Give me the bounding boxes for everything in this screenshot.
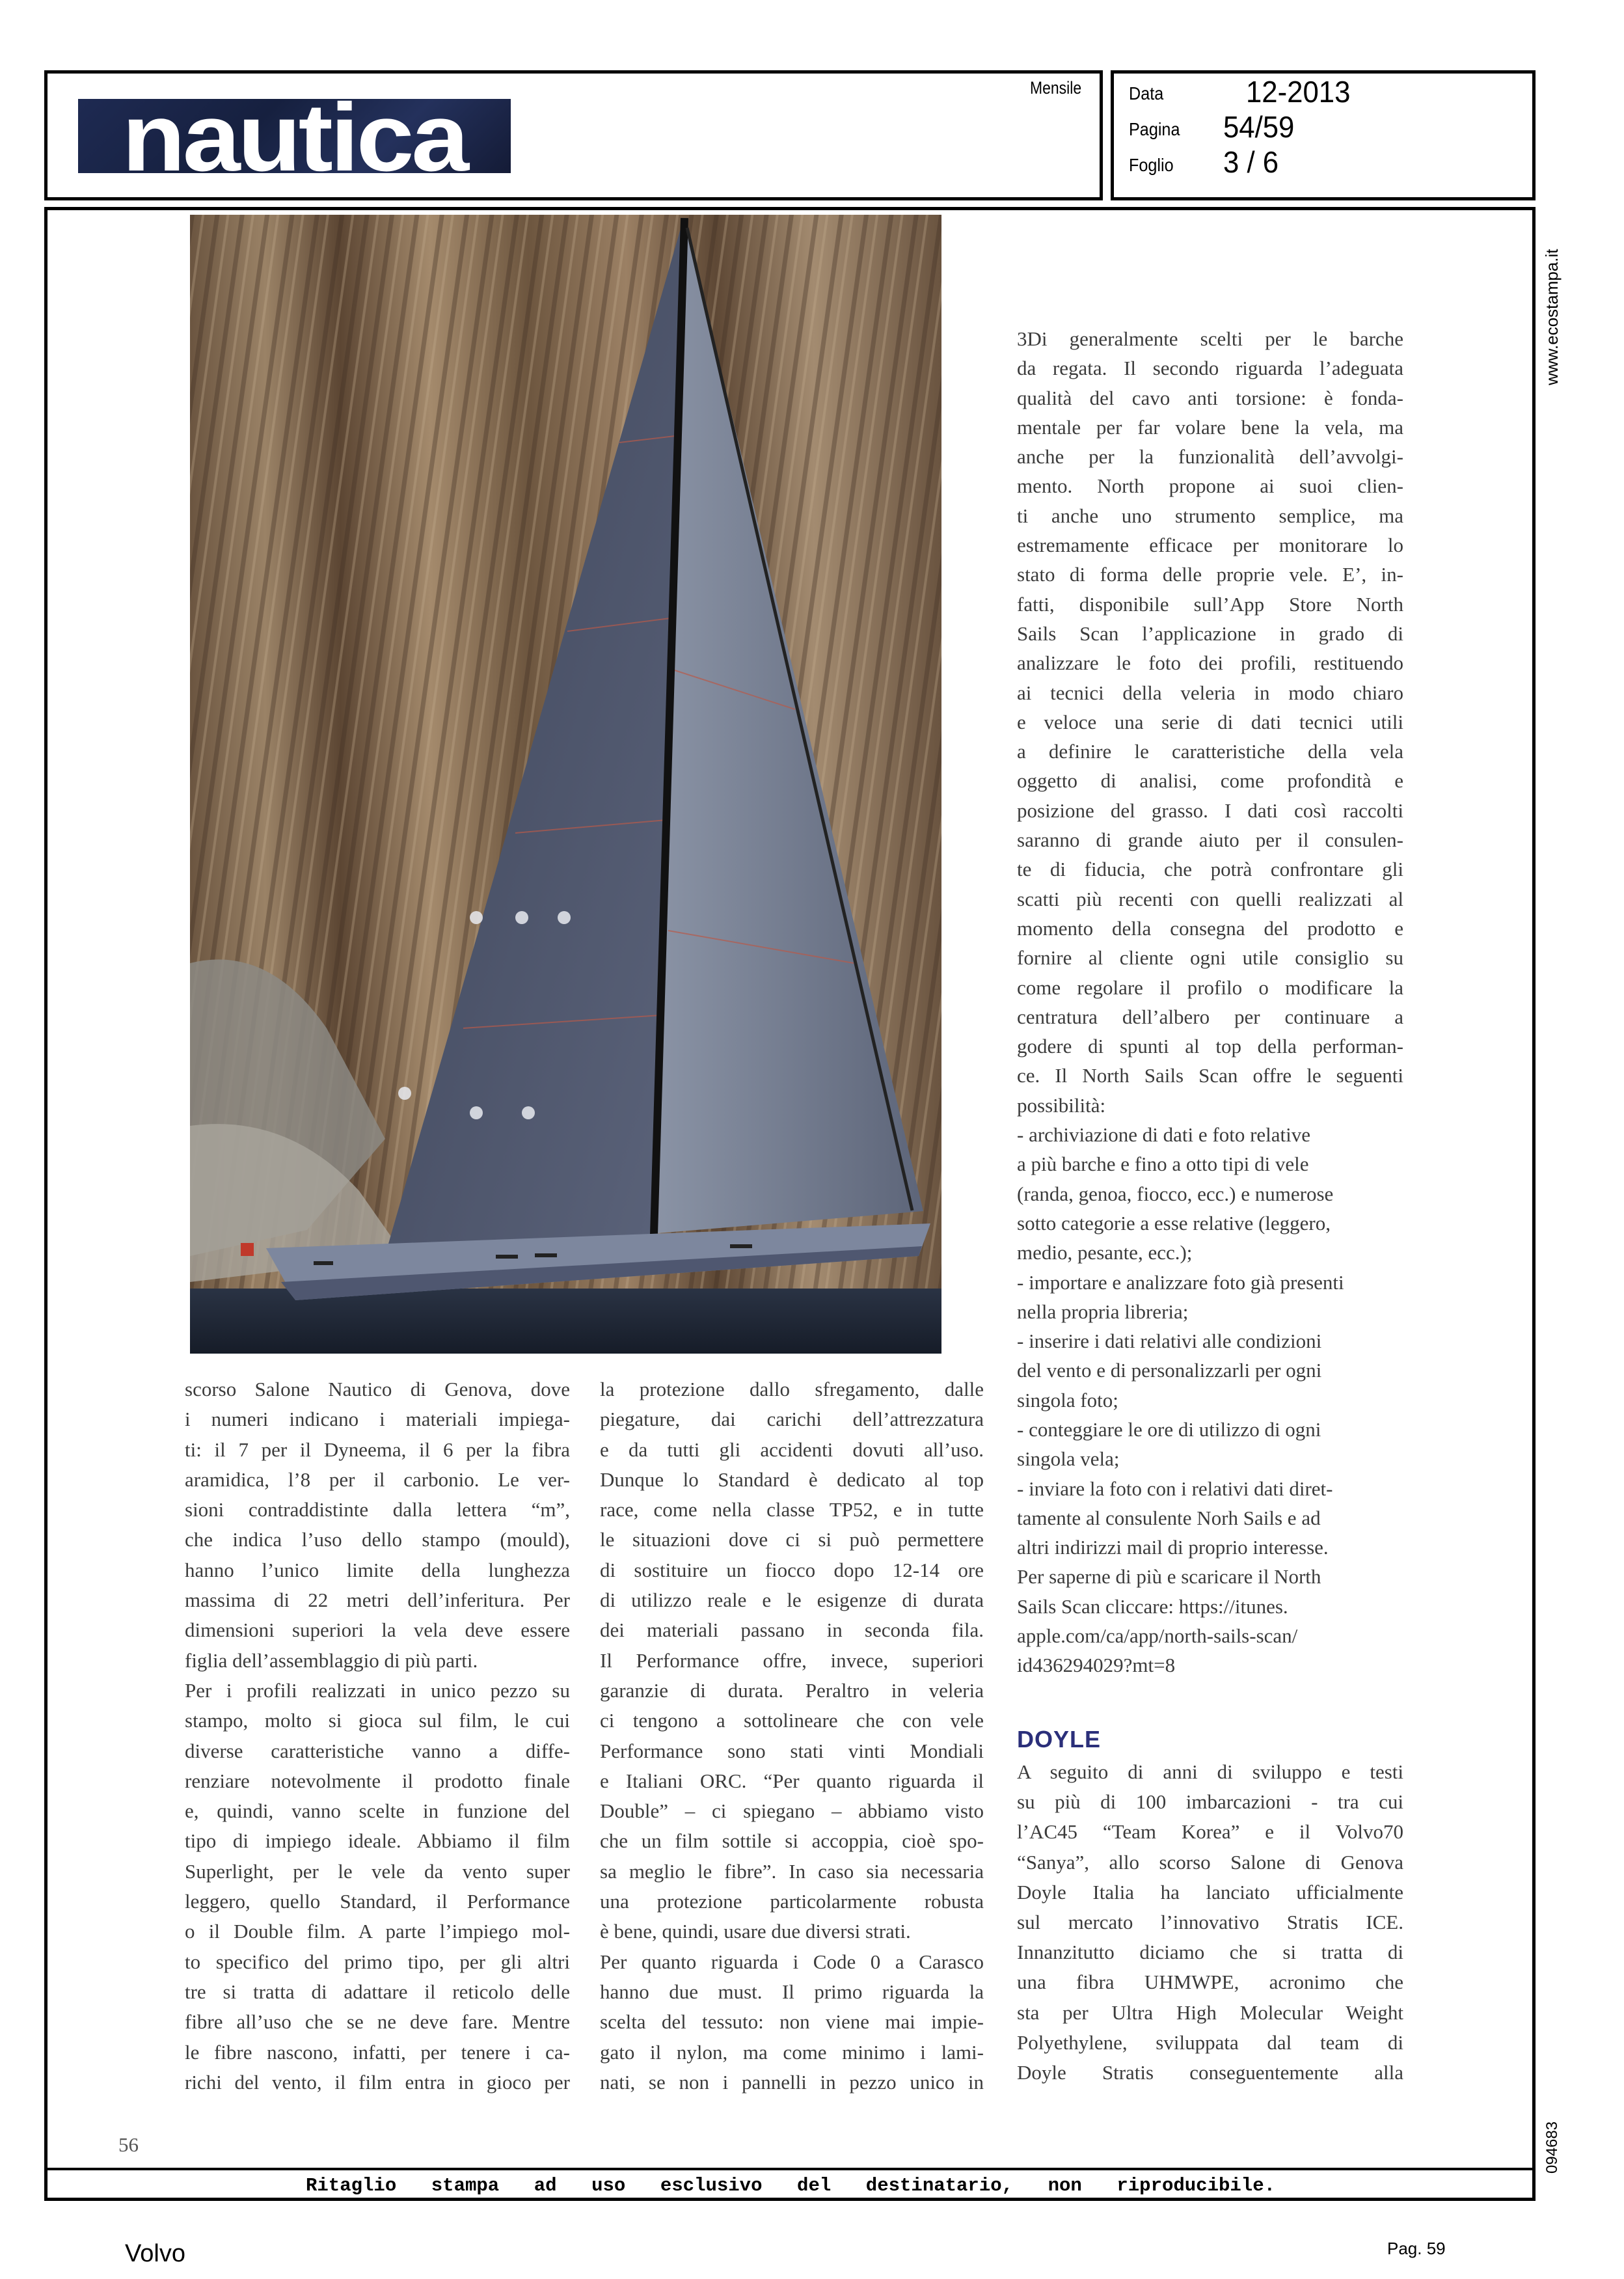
text-line: renziare notevolmente il prodotto finale: [185, 1769, 570, 1792]
magazine-page-number: 56: [118, 2133, 139, 2156]
text-line: Double” – ci spiegano – abbiamo visto: [600, 1799, 984, 1823]
text-line: una protezione particolarmente robusta: [600, 1890, 984, 1913]
text-line: godere di spunti al top della performan-: [1017, 1035, 1403, 1058]
nautica-logo: [78, 99, 511, 173]
sheet-value: 3 / 6: [1223, 145, 1279, 179]
text-line: centratura dell’albero per continuare a: [1017, 1005, 1403, 1028]
text-line: te di fiducia, che potrà confrontare gli: [1017, 858, 1403, 881]
text-line: del vento e di personalizzarli per ogni: [1017, 1359, 1322, 1382]
clipping-code: 094683: [1543, 2121, 1561, 2174]
text-line: ci tengono a sottolineare che con vele: [600, 1709, 984, 1732]
text-line: 3Di generalmente scelti per le barche: [1017, 327, 1403, 350]
text-line: e da tutti gli accidenti dovuti all’uso.: [600, 1438, 984, 1461]
text-line: race, come nella classe TP52, e in tutte: [600, 1498, 984, 1522]
press-page-number: Pag. 59: [1387, 2239, 1446, 2258]
article-column-right: [1017, 324, 1403, 1680]
text-line: Il Performance offre, invece, superiori: [600, 1648, 984, 1672]
text-line: - conteggiare le ore di utilizzo di ogni: [1017, 1417, 1321, 1441]
text-line: Per quanto riguarda i Code 0 a Carasco: [600, 1950, 984, 1973]
text-line: mentale per far volare bene la vela, ma: [1017, 415, 1403, 439]
text-line: massima di 22 metri dell’inferitura. Per: [185, 1589, 570, 1612]
clipping-disclaimer: Ritaglio stampa ad uso esclusivo del destinatario, non riproducibile.: [306, 2175, 1275, 2196]
text-line: stampo, molto si gioca sul film, le cui: [185, 1709, 570, 1732]
text-line: i numeri indicano i materiali impiega-: [185, 1408, 570, 1431]
text-line: tamente al consulente Norh Sails e ad: [1017, 1506, 1321, 1529]
text-line: momento della consegna del prodotto e: [1017, 916, 1403, 940]
text-line: hanno due must. Il primo riguarda la: [600, 1980, 984, 2003]
text-line: leggero, quello Standard, il Performance: [185, 1890, 570, 1913]
footer-divider: [44, 2168, 1536, 2170]
text-line: to specifico del primo tipo, per gli altri: [185, 1950, 570, 1973]
text-line: - importare e analizzare foto già presenti: [1017, 1270, 1344, 1294]
text-line: garanzie di durata. Peraltro in veleria: [600, 1678, 984, 1702]
text-line: A seguito di anni di sviluppo e testi: [1017, 1760, 1403, 1783]
text-line: piegature, dai carichi dell’attrezzatura: [600, 1408, 984, 1431]
text-line: diverse caratteristiche vanno a diffe-: [185, 1739, 570, 1762]
text-line: Sails Scan l’applicazione in grado di: [1017, 621, 1403, 645]
text-line: sa meglio le fibre”. In caso sia necessaria: [600, 1859, 984, 1883]
text-line: ti anche uno strumento semplice, ma: [1017, 504, 1403, 527]
text-line: gato il nylon, ma come minimo i lami-: [600, 2040, 984, 2064]
text-line: medio, pesante, ecc.);: [1017, 1241, 1193, 1264]
text-line: sioni contraddistinte dalla lettera “m”,: [185, 1498, 570, 1522]
text-line: qualità del cavo anti torsione: è fonda-: [1017, 386, 1403, 409]
text-line: mento. North propone ai suoi clien-: [1017, 474, 1403, 498]
text-line: è bene, quindi, usare due diversi strati.: [600, 1920, 911, 1943]
text-line: Doyle Italia ha lanciato ufficialmente: [1017, 1880, 1403, 1904]
text-line: ai tecnici della veleria in modo chiaro: [1017, 681, 1403, 704]
text-line: come regolare il profilo o modificare la: [1017, 976, 1403, 999]
text-line: fatti, disponibile sull’App Store North: [1017, 592, 1403, 616]
text-line: nella propria libreria;: [1017, 1300, 1189, 1323]
text-line: Innanzitutto diciamo che si tratta di: [1017, 1941, 1403, 1964]
logo-text: nautica: [122, 99, 467, 173]
text-line: su più di 100 imbarcazioni - tra cui: [1017, 1790, 1403, 1814]
text-line: hanno l’unico limite della lunghezza: [185, 1558, 570, 1581]
text-line: stato di forma delle proprie vele. E’, in-: [1017, 563, 1403, 586]
sheet-label: Foglio: [1129, 155, 1174, 175]
text-line: l’AC45 “Team Korea” e il Volvo70: [1017, 1820, 1403, 1844]
text-line: dimensioni superiori la vela deve essere: [185, 1618, 570, 1642]
text-line: figlia dell’assemblaggio di più parti.: [185, 1648, 478, 1672]
text-line: Superlight, per le vele da vento super: [185, 1859, 570, 1883]
text-line: - inserire i dati relativi alle condizioni: [1017, 1330, 1322, 1353]
text-line: tipo di impiego ideale. Abbiamo il film: [185, 1829, 570, 1853]
text-line: richi del vento, il film entra in gioco per: [185, 2070, 570, 2094]
text-line: analizzare le foto dei profili, restituendo: [1017, 651, 1403, 675]
text-line: che un film sottile si accoppia, cioè spo-: [600, 1829, 984, 1853]
text-line: estremamente efficace per monitorare lo: [1017, 534, 1403, 557]
frequency-label: Mensile: [1030, 78, 1082, 98]
text-line: di sostituire un fiocco dopo 12-14 ore: [600, 1558, 984, 1581]
article-column-doyle: [1017, 1757, 1403, 2088]
text-line: che indica l’uso dello stampo (mould),: [185, 1528, 570, 1551]
text-line: tre si tratta di adattare il reticolo delle: [185, 1980, 570, 2003]
page-value: 54/59: [1223, 110, 1295, 144]
text-line: sta per Ultra High Molecular Weight: [1017, 2000, 1403, 2024]
text-line: Dunque lo Standard è dedicato al top: [600, 1467, 984, 1491]
text-line: aramidica, l’8 per il carbonio. Le ver-: [185, 1467, 570, 1491]
text-line: “Sanya”, allo scorso Salone di Genova: [1017, 1850, 1403, 1874]
text-line: altri indirizzi mail di proprio interesse.: [1017, 1536, 1329, 1559]
text-line: a definire le caratteristiche della vela: [1017, 740, 1403, 763]
text-line: e veloce una serie di dati tecnici utili: [1017, 710, 1403, 733]
text-line: singola foto;: [1017, 1388, 1118, 1412]
text-line: e Italiani ORC. “Per quanto riguarda il: [600, 1769, 984, 1792]
text-line: posizione del grasso. I dati così raccolti: [1017, 798, 1403, 822]
text-line: possibilità:: [1017, 1093, 1106, 1117]
text-line: Doyle Stratis conseguentemente alla: [1017, 2060, 1403, 2084]
text-line: scelta del tessuto: non viene mai impie-: [600, 2010, 984, 2034]
text-line: ce. Il North Sails Scan offre le seguenti: [1017, 1064, 1403, 1087]
text-line: oggetto di analisi, come profondità e: [1017, 769, 1403, 793]
text-line: le situazioni dove ci si può permettere: [600, 1528, 984, 1551]
text-line: id436294029?mt=8: [1017, 1654, 1176, 1677]
text-line: sul mercato l’innovativo Stratis ICE.: [1017, 1910, 1403, 1933]
text-line: singola vela;: [1017, 1447, 1120, 1471]
website-vertical-text: www.ecostampa.it: [1542, 249, 1562, 385]
text-line: saranno di grande aiuto per il consulen-: [1017, 828, 1403, 852]
text-line: ti: il 7 per il Dyneema, il 6 per la fibra: [185, 1438, 570, 1461]
text-line: di utilizzo reale e le esigenze di durata: [600, 1589, 984, 1612]
text-line: dei materiali passano in seconda fila.: [600, 1618, 984, 1642]
text-line: le fibre nascono, infatti, per tenere i ca-: [185, 2040, 570, 2064]
text-line: a più barche e fino a otto tipi di vele: [1017, 1153, 1309, 1176]
text-line: nati, se non i pannelli in pezzo unico in: [600, 2070, 984, 2094]
text-line: da regata. Il secondo riguarda l’adeguata: [1017, 357, 1403, 380]
text-line: apple.com/ca/app/north-sails-scan/: [1017, 1624, 1298, 1648]
date-value: 12-2013: [1246, 75, 1351, 109]
text-line: fibre all’uso che se ne deve fare. Mentre: [185, 2010, 570, 2034]
page-label: Pagina: [1129, 119, 1180, 139]
text-line: - inviare la foto con i relativi dati diret-: [1017, 1477, 1333, 1500]
text-line: la protezione dallo sfregamento, dalle: [600, 1378, 984, 1400]
sailboat-photo: [190, 215, 941, 1354]
text-line: Polyethylene, sviluppata dal team di: [1017, 2030, 1403, 2054]
text-line: sotto categorie a esse relative (leggero,: [1017, 1211, 1331, 1235]
text-line: Performance sono stati vinti Mondiali: [600, 1739, 984, 1762]
text-line: Per i profili realizzati in unico pezzo su: [185, 1678, 570, 1702]
text-line: (randa, genoa, fiocco, ecc.) e numerose: [1017, 1182, 1334, 1205]
text-line: Per saperne di più e scaricare il North: [1017, 1565, 1321, 1589]
date-label: Data: [1129, 83, 1164, 103]
text-line: una fibra UHMWPE, acronimo che: [1017, 1971, 1403, 1994]
text-line: - archiviazione di dati e foto relative: [1017, 1123, 1311, 1147]
client-name: Volvo: [125, 2240, 185, 2267]
text-line: scorso Salone Nautico di Genova, dove: [185, 1378, 570, 1400]
text-line: o il Double film. A parte l’impiego mol-: [185, 1920, 570, 1943]
text-line: scatti più recenti con quelli realizzati al: [1017, 887, 1403, 910]
section-heading-doyle: DOYLE: [1017, 1726, 1102, 1753]
article-column-left: [185, 1374, 570, 2097]
text-line: Sails Scan cliccare: https://itunes.: [1017, 1594, 1288, 1618]
text-line: fornire al cliente ogni utile consiglio su: [1017, 946, 1403, 970]
article-column-middle: [600, 1374, 984, 2097]
text-line: anche per la funzionalità dell’avvolgi-: [1017, 445, 1403, 469]
text-line: e, quindi, vanno scelte in funzione del: [185, 1799, 570, 1823]
